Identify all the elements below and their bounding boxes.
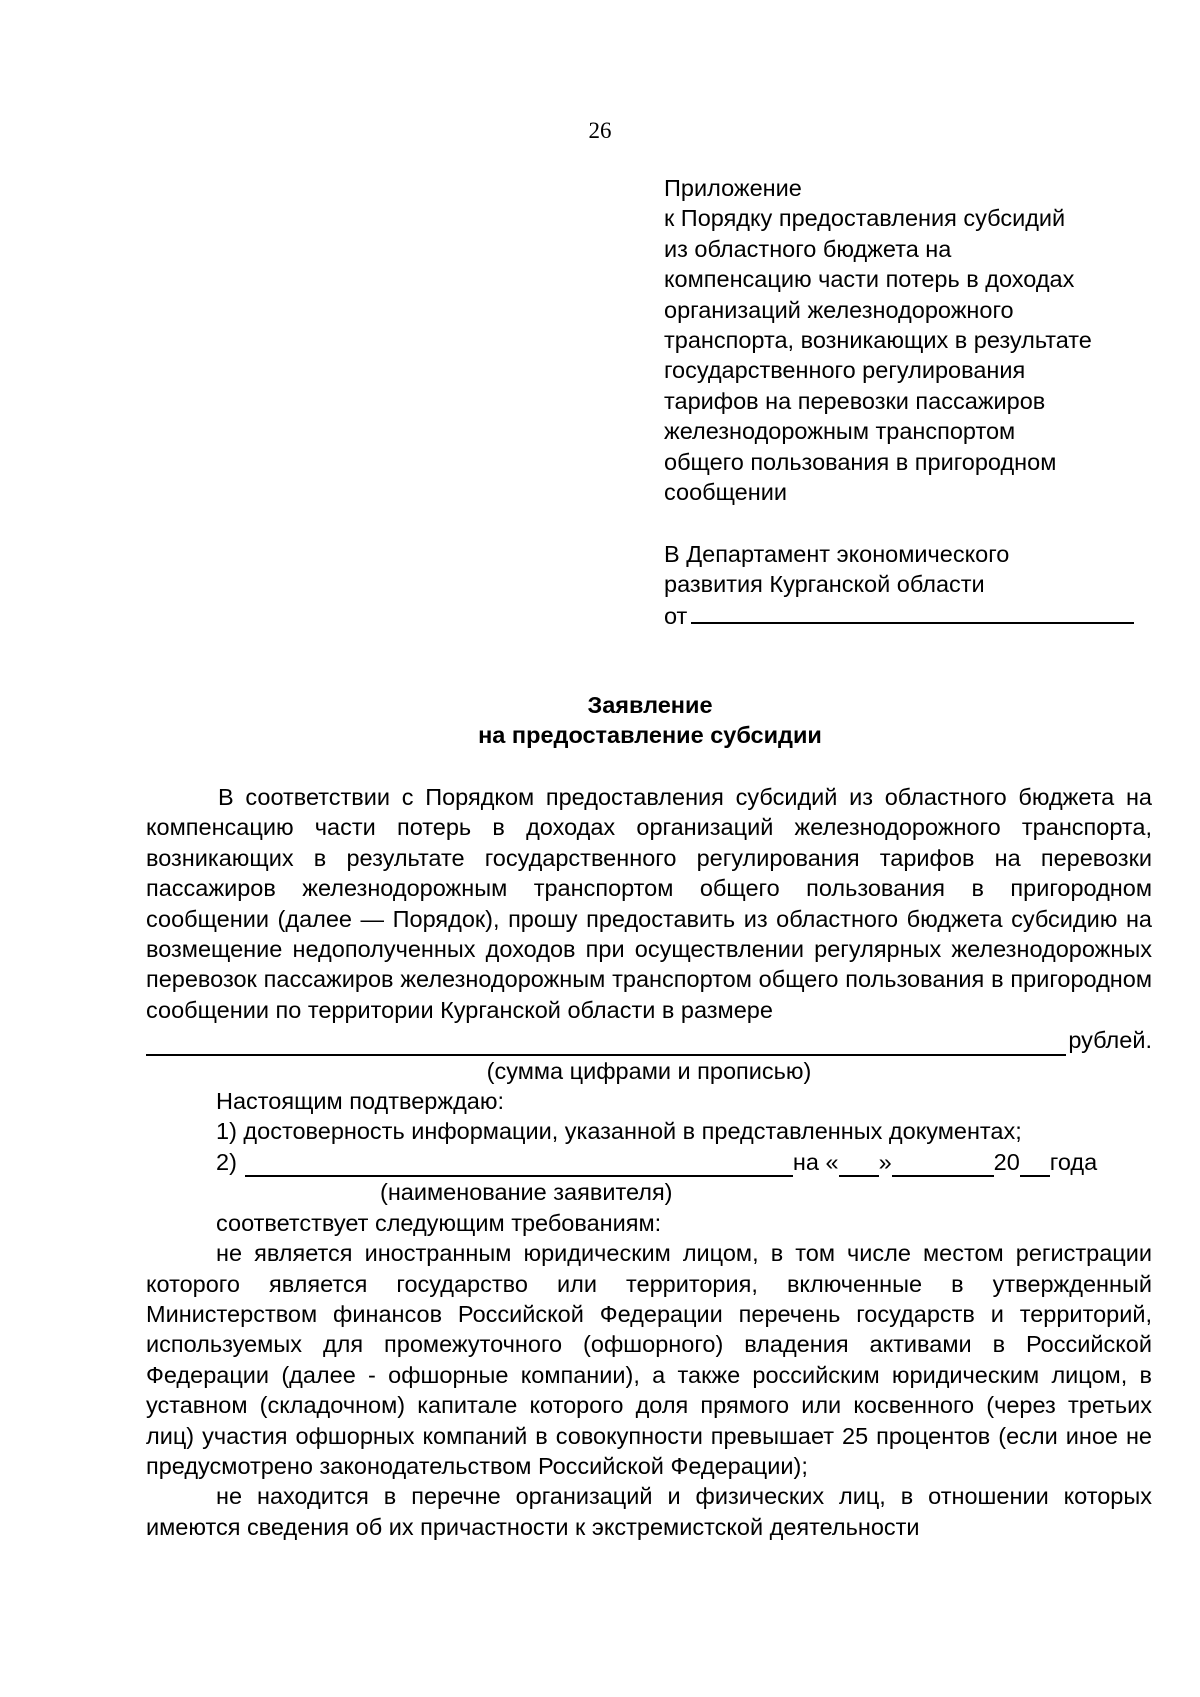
appendix-line: железнодорожным транспортом — [664, 418, 1016, 445]
item2-century: 20 — [993, 1148, 1020, 1175]
intro-paragraph: В соответствии с Порядком предоставления субсидий из областного бюджета на компенсацию части потерь в доходах организаций железнодорожного транспорта, возникающих в результате государственного регулирования тарифов на перевозки пассажиров железнодорожным транспортом общего пользования в пригородном сообщении (далее — Порядок), прошу предоставить из областного бюджета субсидию на возмещение недополученных доходов при осуществлении регулярных железнодорожных перевозок пассажиров железнодорожным транспортом общего пользования в пригородном сообщении по территории Курганской области в размере — [146, 784, 1152, 1023]
currency-label: рублей. — [1068, 1027, 1152, 1054]
application-body — [146, 782, 1152, 1542]
appendix-line: транспорта, возникающих в результате — [664, 327, 1092, 354]
addressee-block — [664, 539, 1164, 631]
appendix-line: к Порядку предоставления субсидий — [664, 205, 1066, 232]
appendix-line: государственного регулирования — [664, 357, 1026, 384]
applicant-caption: (наименование заявителя) — [380, 1179, 673, 1206]
item2-on-label: на « — [792, 1148, 839, 1175]
item2-number: 2) — [216, 1148, 237, 1175]
document-title — [0, 690, 1200, 751]
appendix-line: тарифов на перевозки пассажиров — [664, 387, 1046, 414]
sum-blank-field[interactable] — [146, 1030, 1066, 1056]
from-line — [664, 600, 1164, 631]
addressee-department: В Департамент экономического — [664, 541, 1010, 567]
appendix-line: компенсацию части потерь в доходах — [664, 266, 1075, 293]
appendix-line: общего пользования в пригородном — [664, 448, 1057, 475]
item2-year-word: года — [1049, 1148, 1098, 1175]
confirm-item-1: 1) достоверность информации, указанной в представленных документах; — [216, 1118, 1022, 1145]
confirm-heading: Настоящим подтверждаю: — [216, 1088, 505, 1115]
item2-quote-close: » — [878, 1148, 892, 1175]
applicant-name-blank[interactable] — [245, 1153, 793, 1177]
title-line-2: на предоставление субсидии — [478, 722, 822, 749]
appendix-line: из областного бюджета на — [664, 235, 952, 262]
appendix-line: сообщении — [664, 479, 787, 506]
requirements-heading: соответствует следующим требованиям: — [216, 1209, 662, 1236]
from-label: от — [664, 602, 688, 629]
requirement-offshore: не является иностранным юридическим лицом, в том числе местом регистрации которого является государство или территория, включенные в утвержденный Министерством финансов Российской Федерации перечень государств и территорий, используемых для промежуточного (офшорного) владения активами в Российской Федерации (далее - офшорные компании), а также российским юридическим лицом, в уставном (складочном) капитале которого доля прямого или косвенного (через третьих лиц) участия офшорных компаний в совокупности превышает 25 процентов (если иное не предусмотрено законодательством Российской Федерации); — [146, 1240, 1152, 1479]
sum-line — [146, 1025, 1152, 1055]
sum-caption: (сумма цифрами и прописью) — [486, 1057, 812, 1084]
day-blank[interactable] — [839, 1153, 879, 1177]
appendix-header — [664, 173, 1164, 507]
title-line-1: Заявление — [587, 692, 713, 718]
page-number: 26 — [588, 118, 612, 143]
appendix-line: организаций железнодорожного — [664, 296, 1014, 323]
confirm-item-2 — [146, 1147, 1152, 1177]
addressee-region: развития Курганской области — [664, 571, 985, 598]
month-blank[interactable] — [892, 1153, 994, 1177]
year-blank[interactable] — [1020, 1153, 1050, 1177]
from-blank-field[interactable] — [691, 600, 1134, 624]
appendix-line: Приложение — [664, 175, 802, 201]
requirement-extremism: не находится в перечне организаций и физических лиц, в отношении которых имеются сведения об их причастности к экстремистской деятельности — [146, 1483, 1152, 1540]
